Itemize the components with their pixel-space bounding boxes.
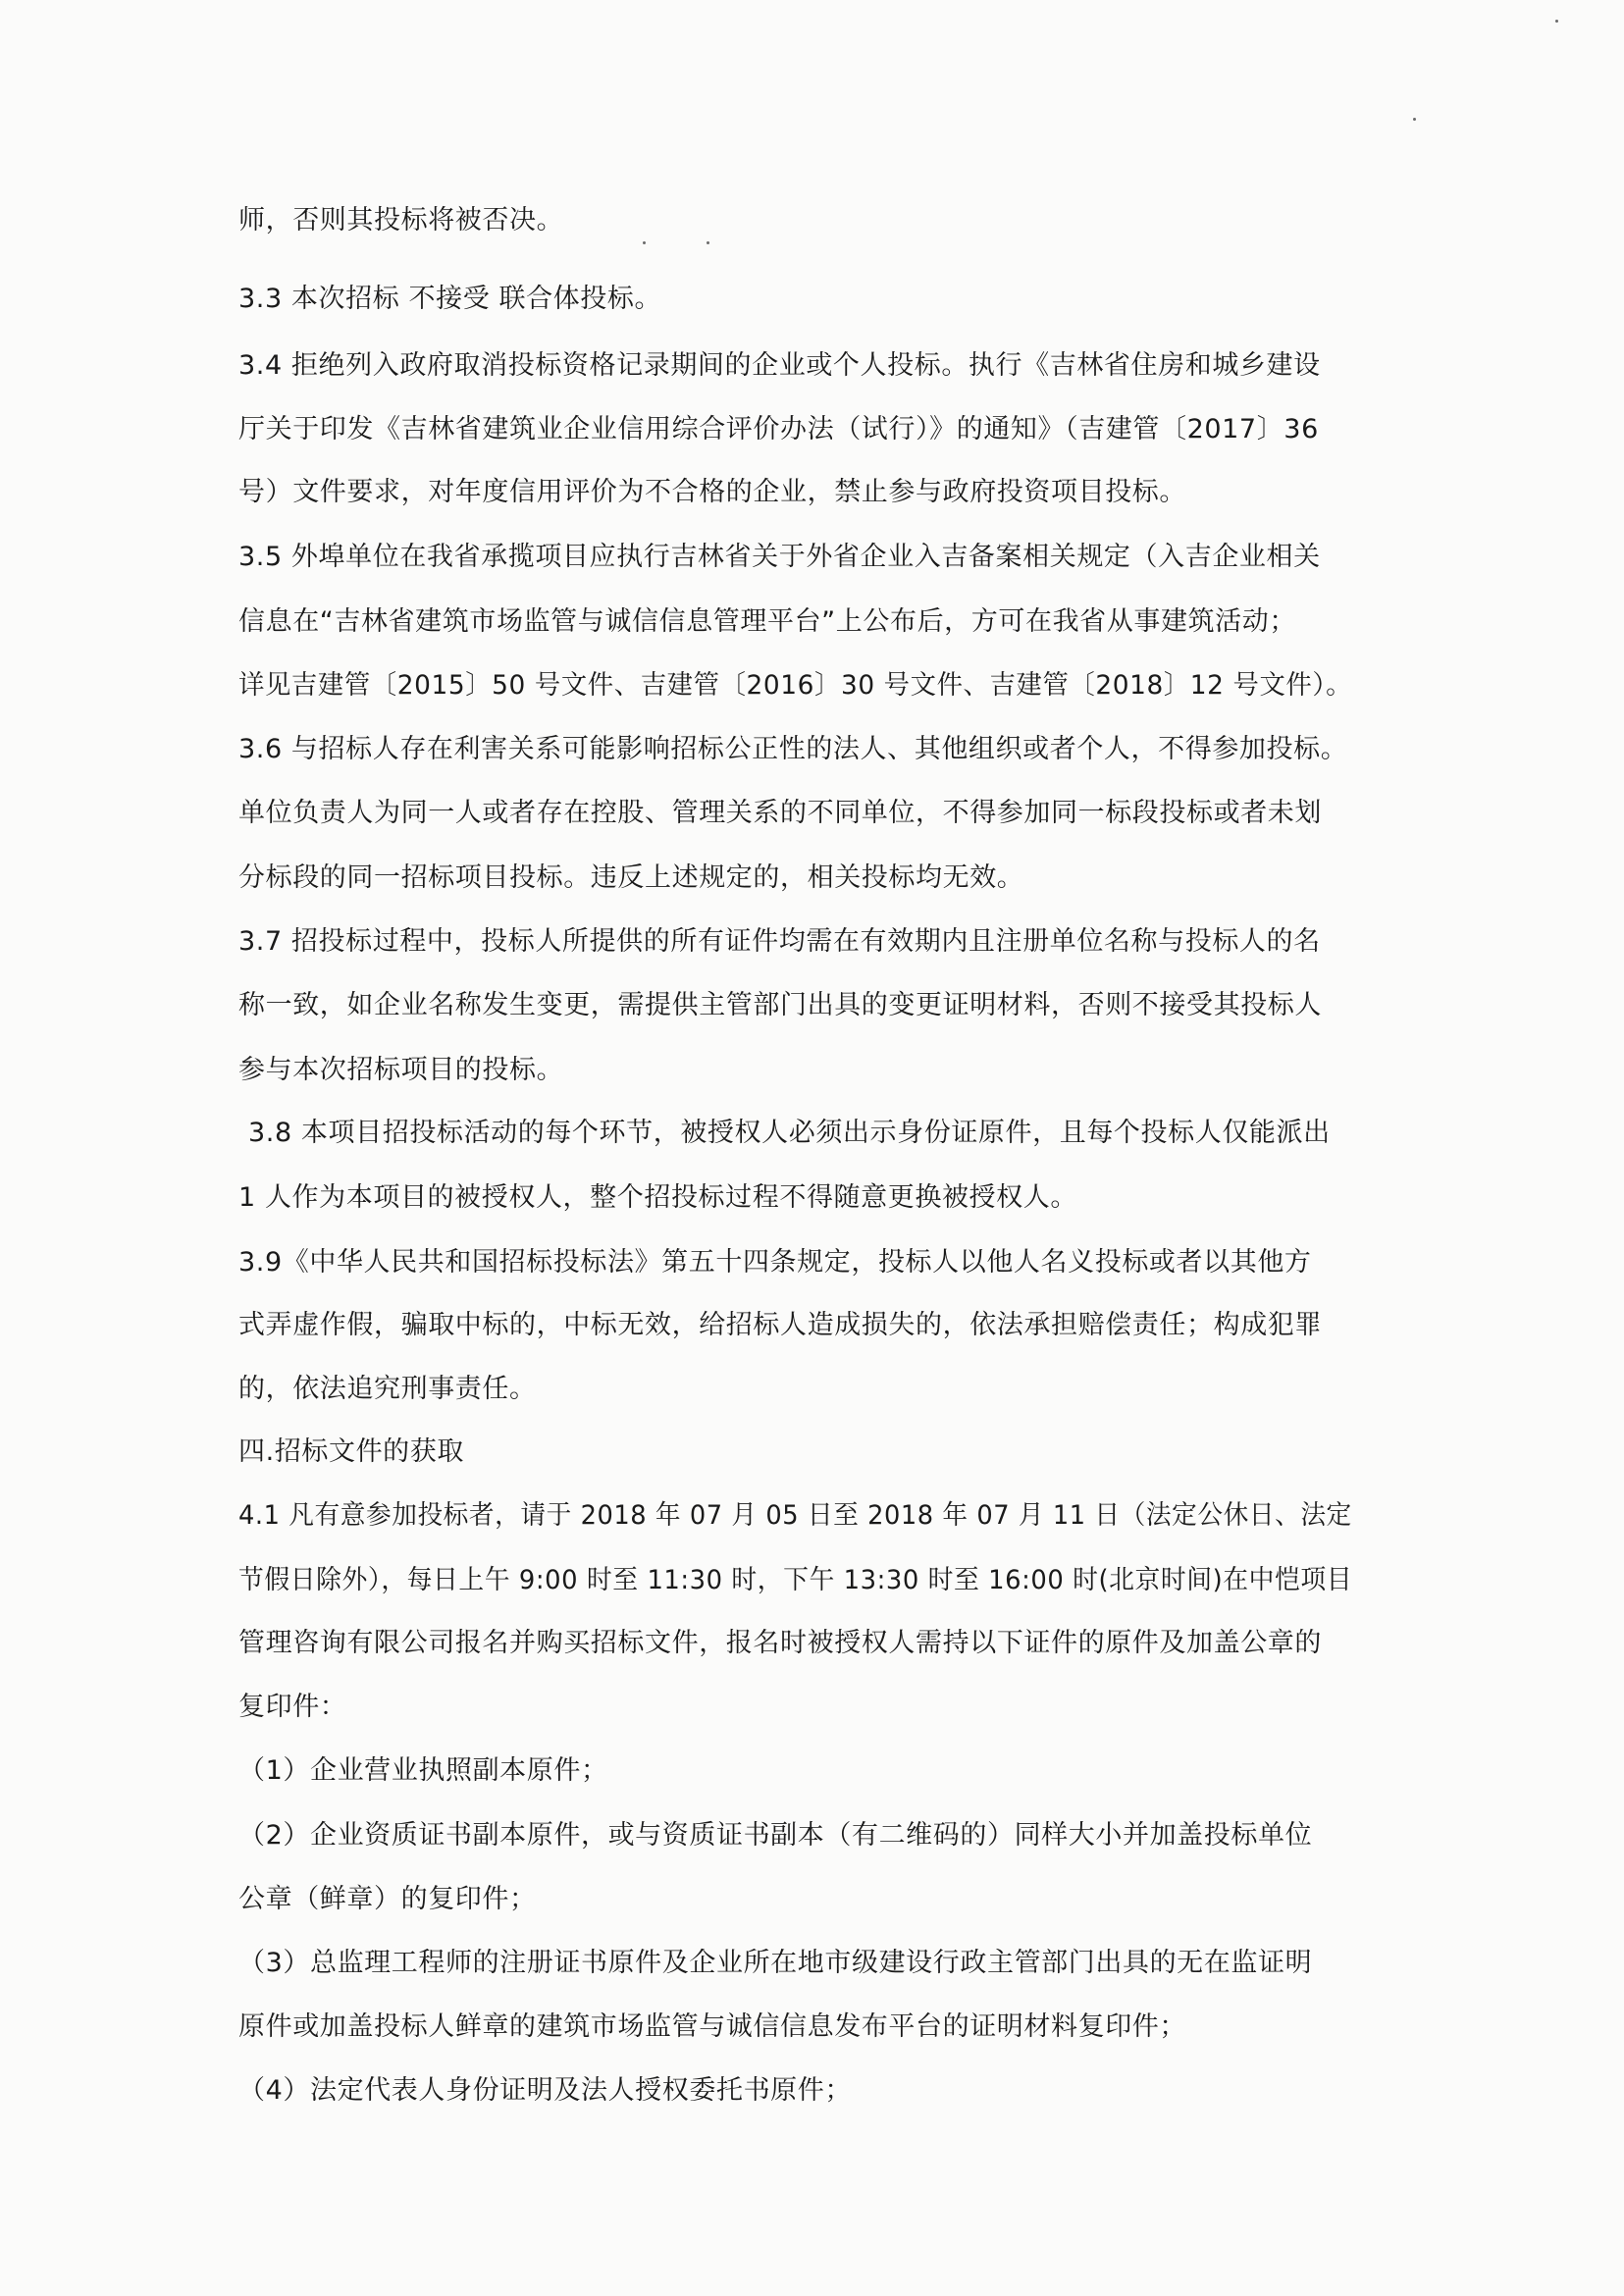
text-line: 信息在“吉林省建筑市场监管与诚信信息管理平台”上公布后，方可在我省从事建筑活动； — [238, 606, 1296, 637]
section-heading: 四.招标文件的获取 — [238, 1436, 464, 1467]
text-line: 单位负责人为同一人或者存在控股、管理关系的不同单位，不得参加同一标段投标或者未划 — [238, 798, 1322, 828]
text-line: 公章（鲜章）的复印件； — [238, 1884, 537, 1914]
list-item: （1）企业营业执照副本原件； — [238, 1755, 608, 1786]
text-line: 详见吉建管〔2015〕50 号文件、吉建管〔2016〕30 号文件、吉建管〔2018〕12 号文件）。 — [238, 670, 1353, 701]
text-line: 管理咨询有限公司报名并购买招标文件，报名时被授权人需持以下证件的原件及加盖公章的 — [238, 1628, 1322, 1658]
text-line: 的，依法追究刑事责任。 — [238, 1374, 537, 1404]
text-line: 厅关于印发《吉林省建筑业企业信用综合评价办法（试行）》的通知》（吉建管〔2017〕36 — [238, 414, 1319, 444]
text-line: 1 人作为本项目的被授权人，整个招投标过程不得随意更换被授权人。 — [238, 1182, 1077, 1213]
text-line: 3.9《中华人民共和国招标投标法》第五十四条规定，投标人以他人名义投标或者以其他方 — [238, 1247, 1312, 1278]
list-item: （2）企业资质证书副本原件，或与资质证书副本（有二维码的）同样大小并加盖投标单位 — [238, 1820, 1313, 1851]
text-line: 号）文件要求，对年度信用评价为不合格的企业，禁止参与政府投资项目投标。 — [238, 477, 1186, 507]
text-line: 复印件： — [238, 1692, 347, 1722]
scan-speck — [643, 241, 646, 244]
text-line: 4.1 凡有意参加投标者，请于 2018 年 07 月 05 日至 2018 年 07 月 11 日（法定公休日、法定 — [238, 1500, 1352, 1531]
scan-speck — [1413, 118, 1416, 121]
text-line: 师，否则其投标将被否决。 — [238, 205, 564, 235]
list-item: （4）法定代表人身份证明及法人授权委托书原件； — [238, 2075, 852, 2106]
text-line: 3.6 与招标人存在利害关系可能影响招标公正性的法人、其他组织或者个人，不得参加投标。 — [238, 734, 1348, 764]
text-line: 3.3 本次招标 不接受 联合体投标。 — [238, 284, 662, 314]
text-line: 节假日除外），每日上午 9:00 时至 11:30 时，下午 13:30 时至 16:00 时(北京时间)在中恺项目 — [238, 1565, 1353, 1595]
text-line: 3.8 本项目招投标活动的每个环节，被授权人必须出示身份证原件，且每个投标人仅能派出 — [248, 1118, 1331, 1148]
text-line: 分标段的同一招标项目投标。违反上述规定的，相关投标均无效。 — [238, 862, 1024, 893]
text-line: 参与本次招标项目的投标。 — [238, 1055, 564, 1085]
text-line: 3.5 外埠单位在我省承揽项目应执行吉林省关于外省企业入吉备案相关规定（入吉企业相关 — [238, 542, 1321, 572]
list-item: （3）总监理工程师的注册证书原件及企业所在地市级建设行政主管部门出具的无在监证明 — [238, 1948, 1313, 1978]
text-line: 式弄虚作假，骗取中标的，中标无效，给招标人造成损失的，依法承担赔偿责任；构成犯罪 — [238, 1310, 1322, 1340]
text-line: 原件或加盖投标人鲜章的建筑市场监管与诚信信息发布平台的证明材料复印件； — [238, 2011, 1186, 2042]
text-line: 3.7 招投标过程中，投标人所提供的所有证件均需在有效期内且注册单位名称与投标人的名 — [238, 926, 1321, 957]
text-line: 称一致，如企业名称发生变更，需提供主管部门出具的变更证明材料，否则不接受其投标人 — [238, 990, 1322, 1020]
scan-speck — [1555, 20, 1558, 23]
scan-speck — [707, 241, 709, 244]
text-line: 3.4 拒绝列入政府取消投标资格记录期间的企业或个人投标。执行《吉林省住房和城乡建设 — [238, 350, 1321, 381]
